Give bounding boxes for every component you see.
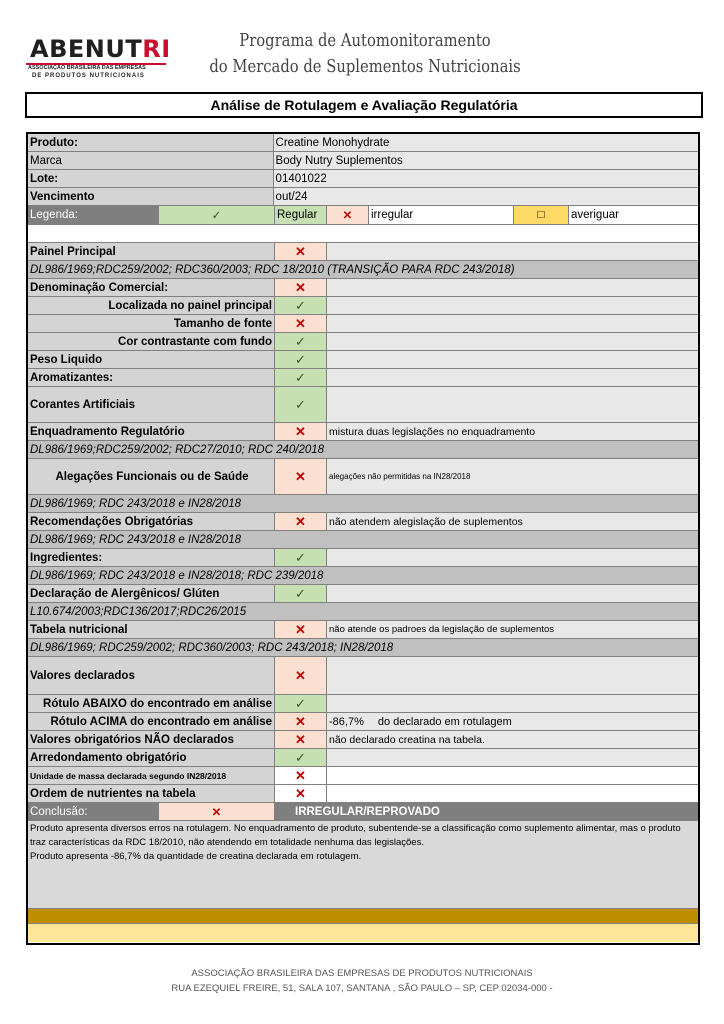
item-alergenicos	[28, 585, 698, 603]
reference-row	[28, 603, 698, 621]
item-recomendacoes	[28, 513, 698, 531]
irregular-icon: ✕	[275, 767, 327, 784]
item-note-empty	[327, 549, 698, 566]
item-note-empty	[327, 351, 698, 368]
reference-row	[28, 441, 698, 459]
irregular-icon: ✕	[275, 243, 327, 260]
legislation-reference: DL986/1969; RDC 243/2018 e IN28/2018	[28, 495, 698, 512]
item-aromatizantes	[28, 369, 698, 387]
legend-label: Legenda:	[28, 206, 159, 224]
legislation-reference: DL986/1969; RDC 243/2018 e IN28/2018; RDC 239/2018	[28, 567, 698, 584]
item-denominacao	[28, 279, 698, 297]
conclusion-text	[28, 821, 698, 909]
item-label: Alegações Funcionais ou de Saúde	[28, 459, 275, 494]
logo-brand	[30, 36, 171, 62]
legislation-reference: L10.674/2003;RDC136/2017;RDC26/2015	[28, 603, 698, 620]
item-label: Peso Liquido	[28, 351, 275, 368]
irregular-icon: ✕	[275, 713, 327, 730]
item-ordem	[28, 785, 698, 803]
irregular-icon: ✕	[275, 657, 327, 694]
conclusion-paragraph-2: Produto apresenta -86,7% da quantidade de creatina declarada em rotulagem.	[30, 851, 362, 862]
item-ingredientes	[28, 549, 698, 567]
item-label: Arredondamento obrigatório	[28, 749, 275, 766]
legislation-reference: DL986/1969; RDC 243/2018 e IN28/2018	[28, 531, 698, 548]
footer-org: ASSOCIAÇÃO BRASILEIRA DAS EMPRESAS DE PRODUTOS NUTRICIONAIS	[191, 968, 533, 979]
logo-subtitle-2: DE PRODUTOS NUTRICIONAIS	[32, 73, 145, 79]
regular-icon: ✓	[275, 695, 327, 712]
analysis-sheet	[26, 132, 700, 945]
legend-bad-icon: ✕	[327, 206, 369, 224]
program-title-line2: do Mercado de Suplementos Nutricionais	[209, 56, 521, 77]
legend-ok-icon: ✓	[159, 206, 275, 224]
item-label: Painel Principal	[28, 243, 275, 260]
item-label: Tamanho de fonte	[28, 315, 275, 332]
item-label: Valores declarados	[28, 657, 275, 694]
reference-row	[28, 639, 698, 657]
deviation-value: -86,7%	[329, 715, 364, 728]
expiry-row	[28, 188, 698, 206]
item-acima	[28, 713, 698, 731]
item-note-empty	[327, 695, 698, 712]
irregular-icon: ✕	[275, 279, 327, 296]
item-note-empty	[327, 767, 698, 784]
item-note-empty	[327, 585, 698, 602]
vencimento-label: Vencimento	[28, 188, 274, 205]
item-label: Ordem de nutrientes na tabela	[28, 785, 275, 802]
item-label: Recomendações Obrigatórias	[28, 513, 275, 530]
page-footer	[0, 966, 724, 996]
item-note: alegações não permitidas na IN28/2018	[327, 459, 698, 494]
report-subtitle: Análise de Rotulagem e Avaliação Regulatória	[25, 92, 703, 118]
regular-icon: ✓	[275, 333, 327, 350]
item-valores	[28, 657, 698, 695]
item-label: Tabela nutricional	[28, 621, 275, 638]
irregular-icon: ✕	[275, 513, 327, 530]
conclusion-paragraph-1: Produto apresenta diversos erros na rotulagem. No enquadramento de produto, subentende-se a classificação como suplemento alimentar, mas o produto traz características da RDC 18/2010, não atendendo em totalidade nenhuma das legislações.	[30, 823, 681, 848]
item-abaixo	[28, 695, 698, 713]
irregular-icon: ✕	[275, 423, 327, 440]
item-peso	[28, 351, 698, 369]
item-note-empty	[327, 369, 698, 386]
legislation-reference: DL986/1969;RDC259/2002; RDC360/2003; RDC 18/2010 (TRANSIÇÃO PARA RDC 243/2018)	[28, 261, 698, 278]
item-localizada	[28, 297, 698, 315]
item-note-empty	[327, 333, 698, 350]
irregular-icon: ✕	[275, 621, 327, 638]
item-note-empty	[327, 243, 698, 260]
item-tamanho	[28, 315, 698, 333]
item-painel-principal	[28, 243, 698, 261]
item-label: Aromatizantes:	[28, 369, 275, 386]
item-label: Rótulo ABAIXO do encontrado em análise	[28, 695, 275, 712]
item-note: não atendem alegislação de suplementos	[327, 513, 698, 530]
reference-row	[28, 495, 698, 513]
spacer	[28, 225, 698, 242]
product-row	[28, 134, 698, 152]
item-alegacoes	[28, 459, 698, 495]
item-label: Unidade de massa declarada segundo IN28/2018	[28, 767, 275, 784]
brand-row	[28, 152, 698, 170]
legend-check-icon: □	[514, 206, 569, 224]
item-note-empty	[327, 387, 698, 422]
irregular-icon: ✕	[275, 731, 327, 748]
irregular-icon: ✕	[275, 459, 327, 494]
item-label: Ingredientes:	[28, 549, 275, 566]
marca-value: Body Nutry Suplementos	[274, 152, 698, 169]
regular-icon: ✓	[275, 351, 327, 368]
page-header	[0, 0, 724, 92]
item-note-empty	[327, 279, 698, 296]
legislation-reference: DL986/1969;RDC259/2002; RDC27/2010; RDC 240/2018	[28, 441, 698, 458]
item-tabela	[28, 621, 698, 639]
produto-label: Produto:	[28, 134, 274, 151]
item-label: Localizada no painel principal	[28, 297, 275, 314]
regular-icon: ✓	[275, 549, 327, 566]
item-note: mistura duas legislações no enquadramento	[327, 423, 698, 440]
legend-bad-text: irregular	[369, 206, 514, 224]
legend-ok-text: Regular	[275, 206, 327, 224]
item-note: não declarado creatina na tabela.	[327, 731, 698, 748]
item-enquadramento	[28, 423, 698, 441]
regular-icon: ✓	[275, 369, 327, 386]
regular-icon: ✓	[275, 585, 327, 602]
footer-address: RUA EZEQUIEL FREIRE, 51, SALA 107, SANTANA , SÃO PAULO – SP, CEP 02034-000 -	[171, 983, 553, 994]
lote-label: Lote:	[28, 170, 274, 187]
regular-icon: ✓	[275, 387, 327, 422]
spacer-row	[28, 225, 698, 243]
logo-brand-black: ABENUT	[30, 35, 143, 63]
regular-icon: ✓	[275, 749, 327, 766]
item-unidade	[28, 767, 698, 785]
legend-row	[28, 206, 698, 225]
item-arredondamento	[28, 749, 698, 767]
item-note	[327, 713, 698, 730]
lot-row	[28, 170, 698, 188]
item-obrigatorios	[28, 731, 698, 749]
item-label: Enquadramento Regulatório	[28, 423, 275, 440]
item-corantes	[28, 387, 698, 423]
reference-row	[28, 261, 698, 279]
logo-subtitle-1: ASSOCIAÇÃO BRASILEIRA DAS EMPRESAS	[28, 65, 146, 71]
item-note-empty	[327, 657, 698, 694]
item-note-empty	[327, 749, 698, 766]
conclusion-row	[28, 803, 698, 821]
produto-value: Creatine Monohydrate	[274, 134, 698, 151]
item-note: não atende os padroes da legislação de suplementos	[327, 621, 698, 638]
legislation-reference: DL986/1969; RDC259/2002; RDC360/2003; RDC 243/2018; IN28/2018	[28, 639, 698, 656]
gold-bar	[28, 909, 698, 924]
abenutri-logo	[26, 30, 171, 82]
item-label: Corantes Artificiais	[28, 387, 275, 422]
item-cor	[28, 333, 698, 351]
irregular-icon: ✕	[275, 785, 327, 802]
logo-brand-red: RI	[142, 35, 171, 63]
marca-label: Marca	[28, 152, 274, 169]
conclusion-irregular-icon: ✕	[159, 803, 275, 820]
regular-icon: ✓	[275, 297, 327, 314]
program-title-line1: Programa de Automonitoramento	[239, 30, 491, 51]
irregular-icon: ✕	[275, 315, 327, 332]
item-label: Cor contrastante com fundo	[28, 333, 275, 350]
legend-check-text: averiguar	[569, 206, 698, 224]
reference-row	[28, 567, 698, 585]
item-note-empty	[327, 785, 698, 802]
conclusion-result: IRREGULAR/REPROVADO	[275, 803, 698, 820]
vencimento-value: out/24	[274, 188, 698, 205]
deviation-text: do declarado em rotulagem	[377, 715, 512, 728]
item-label: Rótulo ACIMA do encontrado em análise	[28, 713, 275, 730]
lote-value: 01401022	[274, 170, 698, 187]
item-note-empty	[327, 297, 698, 314]
item-label: Denominação Comercial:	[28, 279, 275, 296]
item-label: Valores obrigatórios NÃO declarados	[28, 731, 275, 748]
yellow-bar	[28, 924, 698, 942]
item-label: Declaração de Alergênicos/ Glúten	[28, 585, 275, 602]
conclusion-label: Conclusão:	[28, 803, 159, 820]
item-note-empty	[327, 315, 698, 332]
reference-row	[28, 531, 698, 549]
